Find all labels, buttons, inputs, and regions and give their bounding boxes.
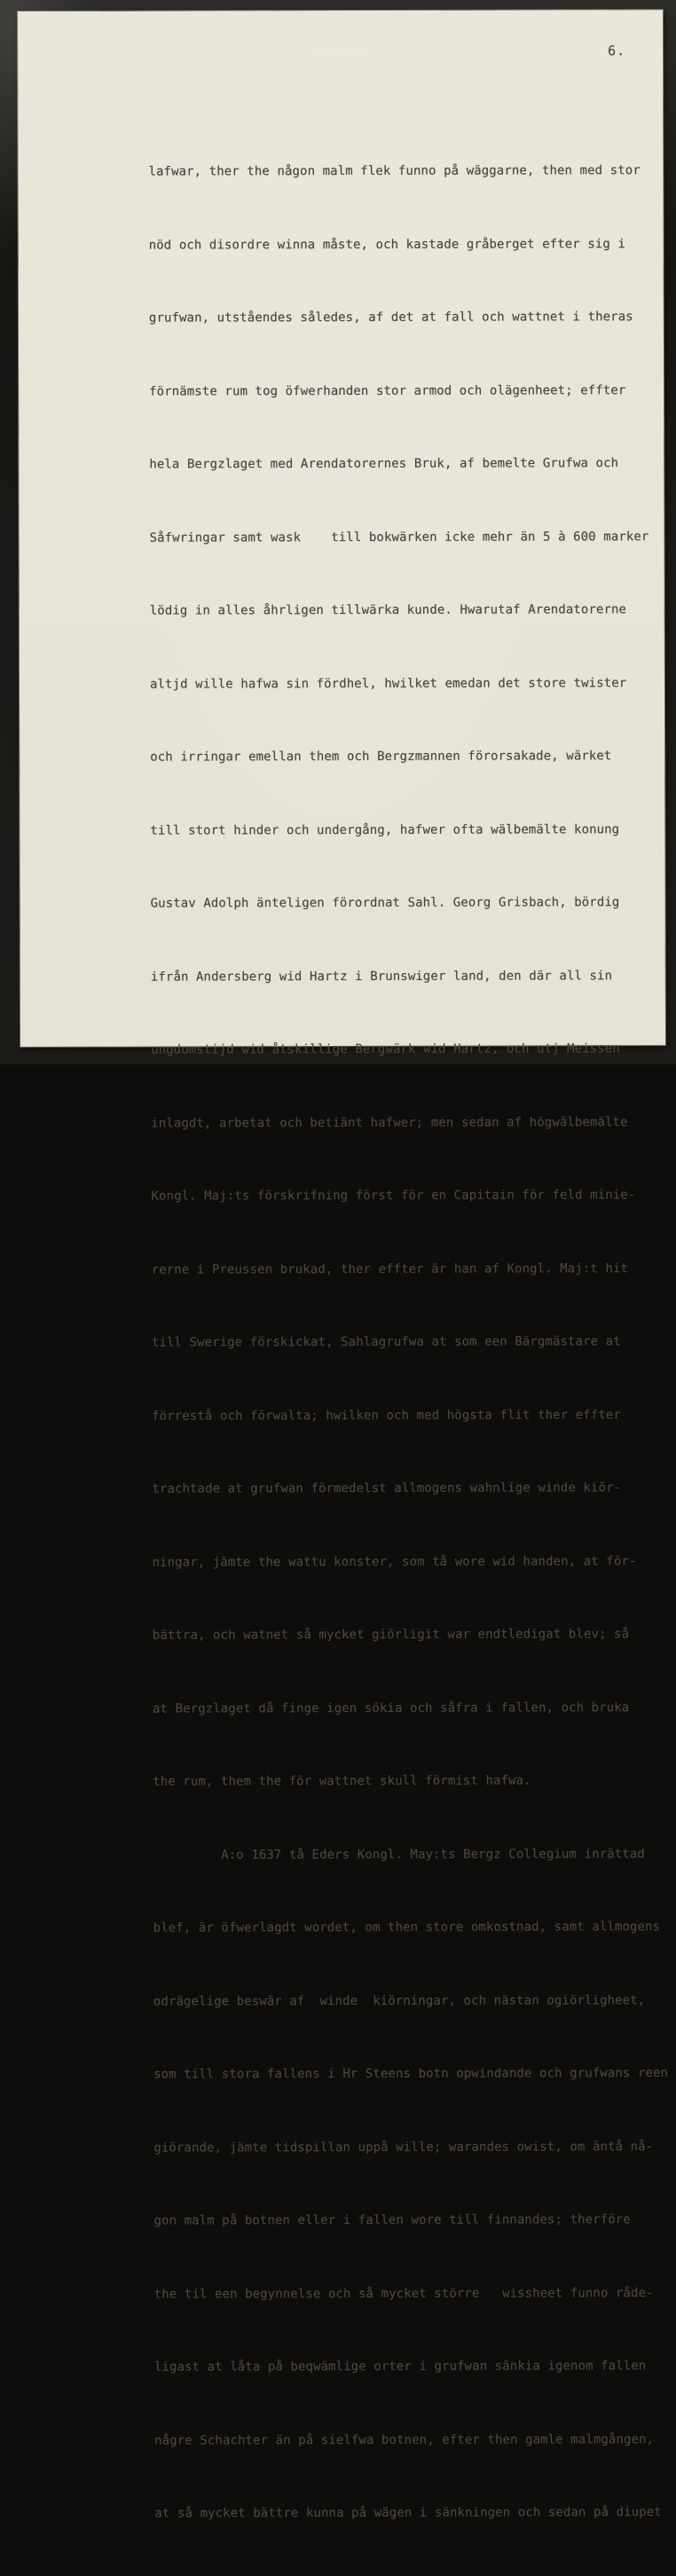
text-line: förnämste rum tog öfwerhanden stor armod och olägenheet; effter — [149, 382, 626, 399]
text-line: ningar, jämte the wattu konster, som tå wore wid handen, at för- — [152, 1553, 637, 1570]
text-line: lödig in alles åhrligen tillwärka kunde. Hwarutaf Arendatorerne — [149, 602, 627, 618]
page-number: 6. — [608, 43, 626, 59]
text-line: och irringar emellan them och Bergzmannen förorsakade, wärket — [150, 749, 612, 765]
text-line: Gustav Adolph änteligen förordnat Sahl. Georg Grisbach, bördig — [150, 895, 620, 911]
text-line: odrägelige beswär af winde kiörningar, och nästan ogiörligheet, — [153, 1992, 646, 2009]
text-line: till stort hinder och undergång, hafwer ofta wälbemälte konung — [150, 821, 620, 838]
text-line: någre Schachter än på sielfwa botnen, efter then gamle malmgången, — [154, 2431, 655, 2448]
text-line: at Bergzlaget då finge igen sökia och såfra i fallen, och bruka — [152, 1700, 630, 1716]
text-line: Såfwringar samt wask till bokwärken icke mehr än 5 à 600 marker — [149, 529, 649, 546]
text-line: lafwar, ther the någon malm flek funno på wäggarne, then med stor — [148, 163, 641, 179]
text-line: till Swerige förskickat, Sahlagrufwa at som een Bärgmästare at — [151, 1334, 621, 1350]
text-line: A:o 1637 tå Eders Kongl. May:ts Bergz Collegium inrättad — [153, 1846, 645, 1863]
text-line: the til een begynnelse och så mycket större wissheet funno råde- — [153, 2285, 654, 2302]
text-line: bättra, och watnet så mycket giörligit war endtledigat blev; så — [152, 1627, 630, 1643]
text-line: nöd och disordre winna måste, och kastade gråberget efter sig i — [148, 236, 626, 253]
text-line: gon malm på botnen eller i fallen wore till finnandes; therföre — [153, 2212, 631, 2228]
text-line: ifrån Andersberg wid Hartz i Brunswiger land, den där all sin — [150, 968, 613, 985]
text-line: som till stora fallens i Hr Steens botn opwindande och grufwans reen — [153, 2066, 669, 2082]
text-line: ligast at låta på beqwämlige orter i grufwan sänkia igenom fallen — [153, 2359, 647, 2375]
body-text — [148, 110, 669, 2575]
text-line: at så mycket bättre kunna på wägen i sänkningen och sedan på diupet — [154, 2505, 662, 2521]
text-line: rerne i Preussen brukad, ther effter är han af Kongl. Maj:t hit — [151, 1261, 629, 1277]
text-line: Kongl. Maj:ts förskrifning först för en Capitain för feld minie- — [151, 1188, 636, 1204]
document-page — [18, 10, 669, 2521]
text-line: hela Bergzlaget med Arendatorernes Bruk, af bemelte Grufwa och — [149, 456, 619, 472]
text-line: grufwan, utståendes således, af det at fall och wattnet i theras — [148, 310, 633, 326]
text-line: inlagdt, arbetat och betiänt hafwer; men sedan af högwälbemälte — [151, 1114, 628, 1131]
text-line: blef, är öfwerlagdt wordet, om then store omkostnad, samt allmogens — [153, 1920, 661, 1936]
text-line: ungdomstijd wid åtskillige Bergwärk wid Hartz, och utj Meissen — [151, 1041, 620, 1057]
text-line: giörande, jämte tidspillan uppå wille; warandes owist, om äntå nå- — [153, 2139, 654, 2156]
text-line: förrestå och förwalta; hwilken och med högsta flit ther effter — [152, 1407, 621, 1424]
text-line: the rum, them the för wattnet skull förmist hafwa. — [153, 1773, 531, 1789]
text-line: trachtade at grufwan förmedelst allmogens wahnlige winde kiör- — [152, 1480, 622, 1496]
text-line: altjd wille hafwa sin fördhel, hwilket emedan det store twister — [149, 675, 627, 692]
